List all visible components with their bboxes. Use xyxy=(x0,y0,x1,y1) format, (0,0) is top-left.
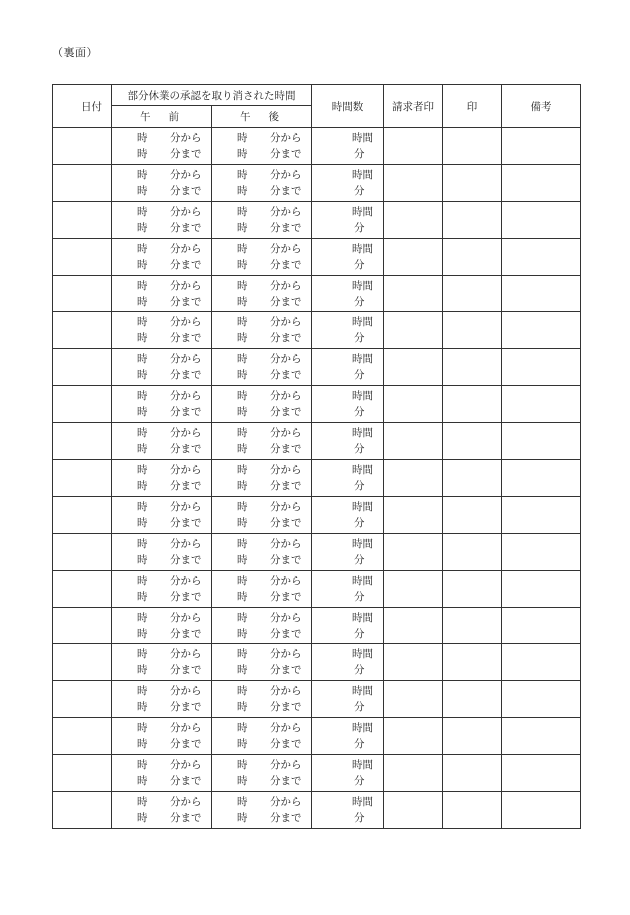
remarks-cell[interactable] xyxy=(502,718,581,755)
am-time-cell[interactable] xyxy=(112,607,212,644)
am-time-cell[interactable] xyxy=(112,496,212,533)
time-to: 時 分まで xyxy=(137,147,202,160)
hours-count-cell[interactable] xyxy=(312,644,384,681)
hours-unit: 時間 xyxy=(352,427,373,440)
partial-leave-cancellation-table xyxy=(52,84,581,829)
pm-time-cell[interactable] xyxy=(212,164,312,201)
hours-unit: 時間 xyxy=(352,463,373,476)
time-to: 時 分まで xyxy=(137,479,202,492)
hours-unit: 時間 xyxy=(352,279,373,292)
time-from: 時 分から xyxy=(137,685,202,698)
time-from: 時 分から xyxy=(137,279,202,292)
pm-time-cell[interactable] xyxy=(212,349,312,386)
remarks-cell[interactable] xyxy=(502,312,581,349)
minutes-unit: 分 xyxy=(354,147,365,160)
remarks-cell[interactable] xyxy=(502,570,581,607)
time-to: 時 分まで xyxy=(137,553,202,566)
am-time-cell[interactable] xyxy=(112,460,212,497)
am-time-cell[interactable] xyxy=(112,128,212,165)
seal-cell[interactable] xyxy=(443,386,502,423)
minutes-unit: 分 xyxy=(354,553,365,566)
time-from: 時 分から xyxy=(237,722,302,735)
hours-count-cell[interactable] xyxy=(312,164,384,201)
date-cell[interactable] xyxy=(53,644,112,681)
time-from: 時 分から xyxy=(237,390,302,403)
hours-unit: 時間 xyxy=(352,168,373,181)
time-from: 時 分から xyxy=(137,759,202,772)
time-to: 時 分まで xyxy=(137,332,202,345)
remarks-cell[interactable] xyxy=(502,164,581,201)
time-from: 時 分から xyxy=(237,242,302,255)
seal-cell[interactable] xyxy=(443,755,502,792)
remarks-cell[interactable] xyxy=(502,128,581,165)
hours-unit: 時間 xyxy=(352,685,373,698)
remarks-cell[interactable] xyxy=(502,201,581,238)
time-to: 時 分まで xyxy=(237,664,302,677)
time-from: 時 分から xyxy=(137,500,202,513)
hours-unit: 時間 xyxy=(352,390,373,403)
time-to: 時 分まで xyxy=(237,406,302,419)
time-to: 時 分まで xyxy=(237,553,302,566)
requester-seal-cell[interactable] xyxy=(384,238,443,275)
minutes-unit: 分 xyxy=(354,184,365,197)
hours-unit: 時間 xyxy=(352,648,373,661)
page-side-label: （裏面） xyxy=(52,46,98,59)
time-from: 時 分から xyxy=(137,537,202,550)
requester-seal-cell[interactable] xyxy=(384,386,443,423)
date-cell[interactable] xyxy=(53,460,112,497)
date-cell[interactable] xyxy=(53,238,112,275)
time-to: 時 分まで xyxy=(237,701,302,714)
table-row xyxy=(53,275,581,312)
am-time-cell[interactable] xyxy=(112,275,212,312)
pm-time-cell[interactable] xyxy=(212,275,312,312)
hours-unit: 時間 xyxy=(352,353,373,366)
table-row xyxy=(53,312,581,349)
time-to: 時 分まで xyxy=(237,295,302,308)
requester-seal-cell[interactable] xyxy=(384,755,443,792)
hours-unit: 時間 xyxy=(352,205,373,218)
time-to: 時 分まで xyxy=(137,627,202,640)
remarks-cell[interactable] xyxy=(502,755,581,792)
hours-count-cell[interactable] xyxy=(312,238,384,275)
pm-time-cell[interactable] xyxy=(212,201,312,238)
pm-time-cell[interactable] xyxy=(212,312,312,349)
hours-count-cell[interactable] xyxy=(312,496,384,533)
remarks-cell[interactable] xyxy=(502,681,581,718)
time-to: 時 分まで xyxy=(137,775,202,788)
time-from: 時 分から xyxy=(237,131,302,144)
hours-unit: 時間 xyxy=(352,131,373,144)
date-cell[interactable] xyxy=(53,496,112,533)
requester-seal-cell[interactable] xyxy=(384,164,443,201)
hours-count-cell[interactable] xyxy=(312,792,384,829)
seal-cell[interactable] xyxy=(443,792,502,829)
date-cell[interactable] xyxy=(53,349,112,386)
time-to: 時 分まで xyxy=(137,184,202,197)
date-cell[interactable] xyxy=(53,201,112,238)
am-time-cell[interactable] xyxy=(112,423,212,460)
pm-time-cell[interactable] xyxy=(212,496,312,533)
requester-seal-cell[interactable] xyxy=(384,607,443,644)
hours-count-cell[interactable] xyxy=(312,681,384,718)
time-to: 時 分まで xyxy=(137,811,202,824)
seal-cell[interactable] xyxy=(443,460,502,497)
requester-seal-cell[interactable] xyxy=(384,533,443,570)
pm-time-cell[interactable] xyxy=(212,607,312,644)
time-from: 時 分から xyxy=(237,685,302,698)
remarks-cell[interactable] xyxy=(502,238,581,275)
am-time-cell[interactable] xyxy=(112,755,212,792)
table-row xyxy=(53,681,581,718)
pm-time-cell[interactable] xyxy=(212,644,312,681)
time-to: 時 分まで xyxy=(237,443,302,456)
table-row xyxy=(53,496,581,533)
time-to: 時 分まで xyxy=(137,406,202,419)
minutes-unit: 分 xyxy=(354,738,365,751)
am-time-cell[interactable] xyxy=(112,533,212,570)
date-cell[interactable] xyxy=(53,681,112,718)
time-to: 時 分まで xyxy=(237,738,302,751)
seal-cell[interactable] xyxy=(443,681,502,718)
time-to: 時 分まで xyxy=(237,147,302,160)
requester-seal-cell[interactable] xyxy=(384,792,443,829)
hours-count-cell[interactable] xyxy=(312,275,384,312)
minutes-unit: 分 xyxy=(354,295,365,308)
date-cell[interactable] xyxy=(53,755,112,792)
hours-unit: 時間 xyxy=(352,722,373,735)
am-time-cell[interactable] xyxy=(112,238,212,275)
time-to: 時 分まで xyxy=(237,590,302,603)
time-from: 時 分から xyxy=(237,574,302,587)
pm-time-cell[interactable] xyxy=(212,755,312,792)
requester-seal-cell[interactable] xyxy=(384,349,443,386)
seal-cell[interactable] xyxy=(443,533,502,570)
remarks-cell[interactable] xyxy=(502,496,581,533)
requester-seal-cell[interactable] xyxy=(384,460,443,497)
am-time-cell[interactable] xyxy=(112,349,212,386)
remarks-cell[interactable] xyxy=(502,423,581,460)
seal-cell[interactable] xyxy=(443,570,502,607)
requester-seal-cell[interactable] xyxy=(384,275,443,312)
hours-count-cell[interactable] xyxy=(312,607,384,644)
hours-count-cell[interactable] xyxy=(312,755,384,792)
remarks-cell[interactable] xyxy=(502,607,581,644)
hours-unit: 時間 xyxy=(352,242,373,255)
time-from: 時 分から xyxy=(237,279,302,292)
remarks-cell[interactable] xyxy=(502,792,581,829)
seal-cell[interactable] xyxy=(443,496,502,533)
remarks-cell[interactable] xyxy=(502,275,581,312)
hours-unit: 時間 xyxy=(352,500,373,513)
time-to: 時 分まで xyxy=(237,811,302,824)
time-from: 時 分から xyxy=(137,316,202,329)
seal-cell[interactable] xyxy=(443,238,502,275)
date-cell[interactable] xyxy=(53,792,112,829)
time-from: 時 分から xyxy=(237,427,302,440)
requester-seal-cell[interactable] xyxy=(384,201,443,238)
seal-cell[interactable] xyxy=(443,312,502,349)
minutes-unit: 分 xyxy=(354,258,365,271)
time-from: 時 分から xyxy=(137,168,202,181)
time-from: 時 分から xyxy=(237,168,302,181)
time-to: 時 分まで xyxy=(137,258,202,271)
am-time-cell[interactable] xyxy=(112,718,212,755)
minutes-unit: 分 xyxy=(354,701,365,714)
hours-unit: 時間 xyxy=(352,795,373,808)
minutes-unit: 分 xyxy=(354,443,365,456)
seal-cell[interactable] xyxy=(443,718,502,755)
time-from: 時 分から xyxy=(137,390,202,403)
requester-seal-cell[interactable] xyxy=(384,128,443,165)
table-row xyxy=(53,238,581,275)
seal-cell[interactable] xyxy=(443,275,502,312)
minutes-unit: 分 xyxy=(354,516,365,529)
partial-leave-title-header: 部分休業の承認を取り消された時間 xyxy=(112,85,312,106)
pm-time-cell[interactable] xyxy=(212,423,312,460)
time-from: 時 分から xyxy=(237,537,302,550)
requester-seal-cell[interactable] xyxy=(384,644,443,681)
am-time-cell[interactable] xyxy=(112,681,212,718)
seal-cell[interactable] xyxy=(443,349,502,386)
requester-seal-cell[interactable] xyxy=(384,496,443,533)
pm-time-cell[interactable] xyxy=(212,128,312,165)
pm-time-cell[interactable] xyxy=(212,460,312,497)
time-from: 時 分から xyxy=(237,316,302,329)
hours-count-cell[interactable] xyxy=(312,386,384,423)
time-from: 時 分から xyxy=(137,463,202,476)
time-from: 時 分から xyxy=(137,205,202,218)
time-from: 時 分から xyxy=(237,759,302,772)
time-to: 時 分まで xyxy=(237,369,302,382)
pm-time-cell[interactable] xyxy=(212,792,312,829)
am-time-cell[interactable] xyxy=(112,386,212,423)
time-from: 時 分から xyxy=(237,205,302,218)
requester-seal-cell[interactable] xyxy=(384,718,443,755)
hours-count-cell[interactable] xyxy=(312,533,384,570)
minutes-unit: 分 xyxy=(354,479,365,492)
hours-count-cell[interactable] xyxy=(312,128,384,165)
table-row xyxy=(53,201,581,238)
minutes-unit: 分 xyxy=(354,590,365,603)
time-to: 時 分まで xyxy=(237,332,302,345)
table-row xyxy=(53,386,581,423)
time-from: 時 分から xyxy=(137,648,202,661)
table-row xyxy=(53,755,581,792)
time-from: 時 分から xyxy=(137,611,202,624)
table-row xyxy=(53,460,581,497)
pm-time-cell[interactable] xyxy=(212,570,312,607)
time-to: 時 分まで xyxy=(237,775,302,788)
pm-time-cell[interactable] xyxy=(212,238,312,275)
seal-cell[interactable] xyxy=(443,423,502,460)
requester-seal-cell[interactable] xyxy=(384,570,443,607)
date-cell[interactable] xyxy=(53,718,112,755)
table-row xyxy=(53,607,581,644)
requester-seal-header: 請求者印 xyxy=(384,85,443,128)
hours-unit: 時間 xyxy=(352,611,373,624)
time-from: 時 分から xyxy=(137,722,202,735)
date-cell[interactable] xyxy=(53,570,112,607)
am-time-cell[interactable] xyxy=(112,570,212,607)
time-to: 時 分まで xyxy=(137,516,202,529)
time-to: 時 分まで xyxy=(137,664,202,677)
time-to: 時 分まで xyxy=(137,295,202,308)
am-time-cell[interactable] xyxy=(112,312,212,349)
minutes-unit: 分 xyxy=(354,221,365,234)
table-row xyxy=(53,533,581,570)
time-to: 時 分まで xyxy=(137,590,202,603)
hours-count-cell[interactable] xyxy=(312,460,384,497)
time-from: 時 分から xyxy=(237,648,302,661)
table-row xyxy=(53,570,581,607)
minutes-unit: 分 xyxy=(354,332,365,345)
time-to: 時 分まで xyxy=(237,627,302,640)
table-row xyxy=(53,164,581,201)
hours-count-cell[interactable] xyxy=(312,201,384,238)
am-time-cell[interactable] xyxy=(112,792,212,829)
pm-header: 午 後 xyxy=(212,106,312,128)
seal-cell[interactable] xyxy=(443,607,502,644)
requester-seal-cell[interactable] xyxy=(384,681,443,718)
date-cell[interactable] xyxy=(53,128,112,165)
time-to: 時 分まで xyxy=(237,479,302,492)
hours-unit: 時間 xyxy=(352,759,373,772)
am-time-cell[interactable] xyxy=(112,164,212,201)
time-from: 時 分から xyxy=(237,463,302,476)
seal-cell[interactable] xyxy=(443,201,502,238)
pm-time-cell[interactable] xyxy=(212,681,312,718)
minutes-unit: 分 xyxy=(354,811,365,824)
pm-time-cell[interactable] xyxy=(212,386,312,423)
am-header: 午 前 xyxy=(112,106,212,128)
minutes-unit: 分 xyxy=(354,369,365,382)
hours-unit: 時間 xyxy=(352,574,373,587)
table-row xyxy=(53,718,581,755)
time-from: 時 分から xyxy=(137,131,202,144)
seal-cell[interactable] xyxy=(443,128,502,165)
hours-count-header: 時間数 xyxy=(312,85,384,128)
hours-unit: 時間 xyxy=(352,537,373,550)
hours-count-cell[interactable] xyxy=(312,349,384,386)
time-from: 時 分から xyxy=(137,427,202,440)
seal-cell[interactable] xyxy=(443,164,502,201)
time-to: 時 分まで xyxy=(137,443,202,456)
am-time-cell[interactable] xyxy=(112,644,212,681)
date-cell[interactable] xyxy=(53,275,112,312)
time-from: 時 分から xyxy=(137,353,202,366)
hours-count-cell[interactable] xyxy=(312,312,384,349)
time-from: 時 分から xyxy=(237,611,302,624)
time-to: 時 分まで xyxy=(137,221,202,234)
remarks-cell[interactable] xyxy=(502,644,581,681)
time-from: 時 分から xyxy=(237,353,302,366)
remarks-cell[interactable] xyxy=(502,460,581,497)
time-to: 時 分まで xyxy=(137,369,202,382)
date-cell[interactable] xyxy=(53,423,112,460)
time-to: 時 分まで xyxy=(237,184,302,197)
hours-count-cell[interactable] xyxy=(312,570,384,607)
hours-count-cell[interactable] xyxy=(312,718,384,755)
seal-cell[interactable] xyxy=(443,644,502,681)
remarks-cell[interactable] xyxy=(502,349,581,386)
minutes-unit: 分 xyxy=(354,775,365,788)
table-row xyxy=(53,128,581,165)
seal-header: 印 xyxy=(443,85,502,128)
date-cell[interactable] xyxy=(53,164,112,201)
am-time-cell[interactable] xyxy=(112,201,212,238)
remarks-header: 備考 xyxy=(502,85,581,128)
requester-seal-cell[interactable] xyxy=(384,423,443,460)
minutes-unit: 分 xyxy=(354,664,365,677)
time-to: 時 分まで xyxy=(237,221,302,234)
pm-time-cell[interactable] xyxy=(212,533,312,570)
hours-count-cell[interactable] xyxy=(312,423,384,460)
time-to: 時 分まで xyxy=(237,258,302,271)
minutes-unit: 分 xyxy=(354,406,365,419)
time-to: 時 分まで xyxy=(137,738,202,751)
table-row xyxy=(53,792,581,829)
date-cell[interactable] xyxy=(53,312,112,349)
time-from: 時 分から xyxy=(237,500,302,513)
table-row xyxy=(53,423,581,460)
remarks-cell[interactable] xyxy=(502,386,581,423)
time-from: 時 分から xyxy=(137,795,202,808)
table-row xyxy=(53,349,581,386)
time-from: 時 分から xyxy=(137,242,202,255)
remarks-cell[interactable] xyxy=(502,533,581,570)
table-row xyxy=(53,644,581,681)
time-to: 時 分まで xyxy=(137,701,202,714)
time-from: 時 分から xyxy=(137,574,202,587)
time-from: 時 分から xyxy=(237,795,302,808)
date-cell[interactable] xyxy=(53,607,112,644)
hours-unit: 時間 xyxy=(352,316,373,329)
minutes-unit: 分 xyxy=(354,627,365,640)
date-cell[interactable] xyxy=(53,533,112,570)
time-to: 時 分まで xyxy=(237,516,302,529)
date-cell[interactable] xyxy=(53,386,112,423)
date-header: 日 付 xyxy=(53,85,112,128)
requester-seal-cell[interactable] xyxy=(384,312,443,349)
pm-time-cell[interactable] xyxy=(212,718,312,755)
